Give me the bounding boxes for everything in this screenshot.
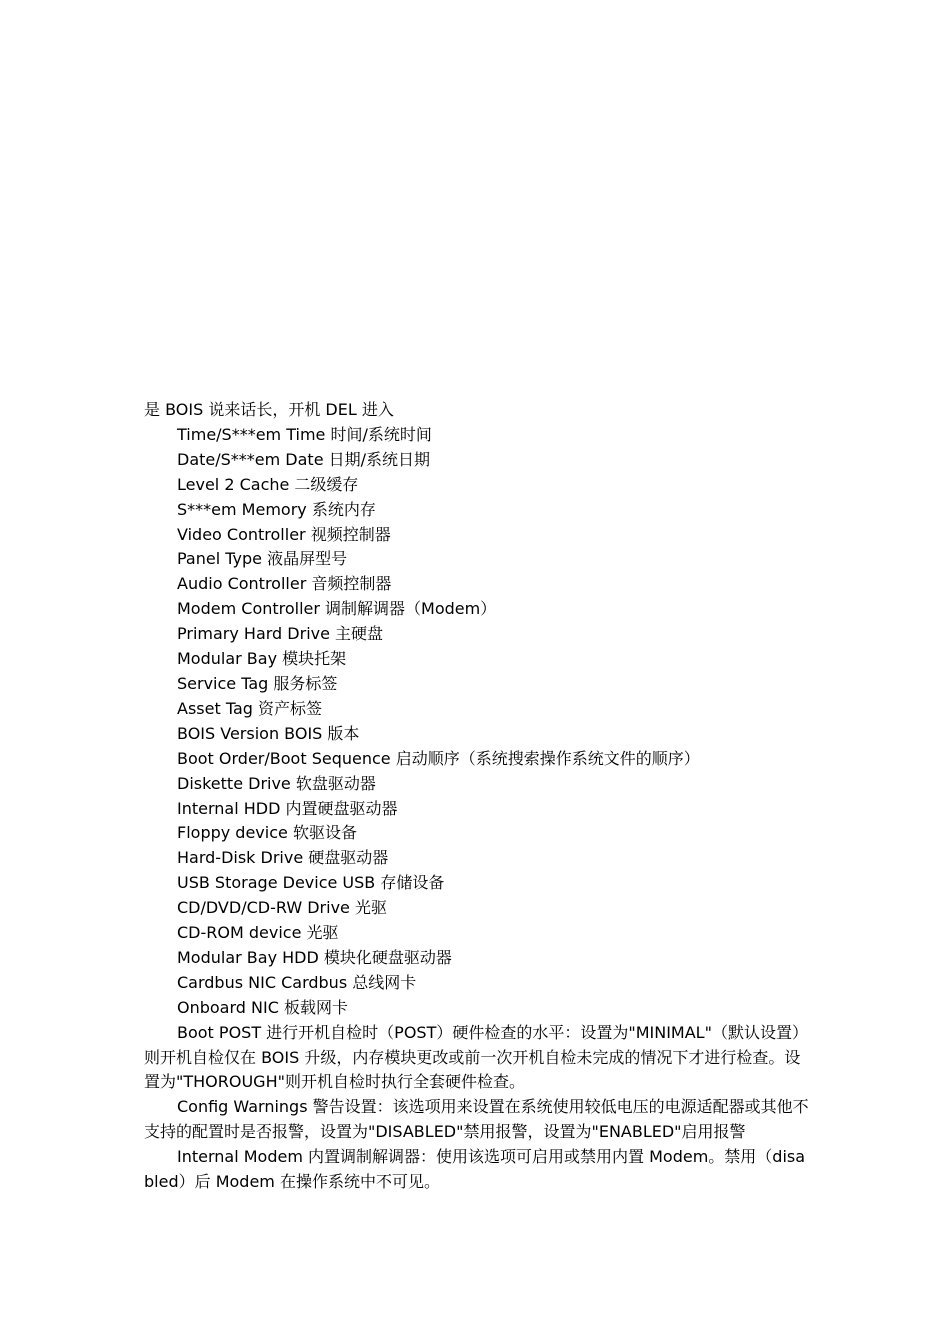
list-item: Primary Hard Drive 主硬盘 [177, 624, 384, 644]
list-item: Time/S***em Time 时间/系统时间 [177, 424, 432, 444]
list-item: S***em Memory 系统内存 [177, 499, 376, 519]
list-item: Modular Bay HDD 模块化硬盘驱动器 [177, 947, 452, 967]
list-item: CD/DVD/CD-RW Drive 光驱 [177, 898, 387, 918]
list-item: Diskette Drive 软盘驱动器 [177, 773, 376, 793]
paragraph-boot-post: Boot POST 进行开机自检时（POST）硬件检查的水平：设置为"MINIMAL"（默认设置）则开机自检仅在 BOIS 升级，内存模块更改或前一次开机自检未完成的情况下才进行检查。设置为"THOROUGH"则开机自检时执行全套硬件检查。 [144, 1022, 808, 1092]
list-item: Panel Type 液晶屏型号 [177, 549, 348, 569]
list-item: Internal HDD 内置硬盘驱动器 [177, 798, 398, 818]
list-item: Audio Controller 音频控制器 [177, 574, 392, 594]
list-item: Video Controller 视频控制器 [177, 524, 391, 544]
document-body [144, 398, 812, 1195]
list-item: Level 2 Cache 二级缓存 [177, 474, 359, 494]
list-item: Hard-Disk Drive 硬盘驱动器 [177, 848, 389, 868]
list-item: Date/S***em Date 日期/系统日期 [177, 449, 431, 469]
list-item: Floppy device 软驱设备 [177, 823, 357, 843]
list-item: Modem Controller 调制解调器（Modem） [177, 599, 497, 619]
list-item: Cardbus NIC Cardbus 总线网卡 [177, 972, 417, 992]
list-item: Asset Tag 资产标签 [177, 698, 322, 718]
paragraph-config-warnings: Config Warnings 警告设置：该选项用来设置在系统使用较低电压的电源适配器或其他不支持的配置时是否报警，设置为"DISABLED"禁用报警，设置为"ENABLED"启用报警 [144, 1097, 809, 1142]
list-item: CD-ROM device 光驱 [177, 923, 339, 943]
list-item: Modular Bay 模块托架 [177, 649, 347, 669]
list-item: Onboard NIC 板载网卡 [177, 997, 348, 1017]
list-item: USB Storage Device USB 存储设备 [177, 873, 445, 893]
list-item: Boot Order/Boot Sequence 启动顺序（系统搜索操作系统文件的顺序） [177, 748, 700, 768]
paragraph-internal-modem: Internal Modem 内置调制解调器：使用该选项可启用或禁用内置 Modem。禁用（disabled）后 Modem 在操作系统中不可见。 [144, 1147, 806, 1192]
intro-line: 是 BOIS 说来话长，开机 DEL 进入 [144, 400, 394, 419]
list-item: BOIS Version BOIS 版本 [177, 723, 360, 743]
list-item: Service Tag 服务标签 [177, 673, 338, 693]
